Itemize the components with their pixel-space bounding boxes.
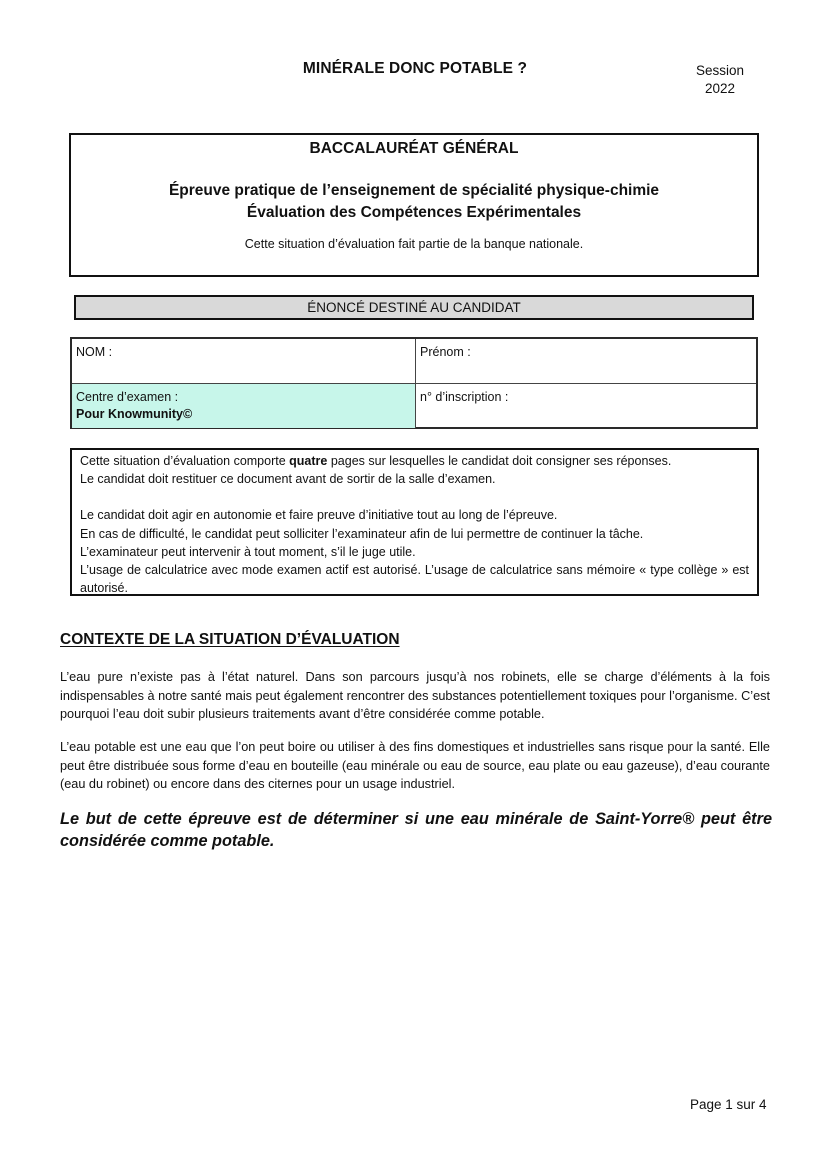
session-year: 2022 xyxy=(704,81,736,96)
inscription-field[interactable] xyxy=(416,384,756,428)
candidate-identity-table xyxy=(70,337,758,429)
exam-subtitle-line2: Évaluation des Compétences Expérimentales xyxy=(246,204,582,221)
instruction-text: Cette situation d’évaluation comporte xyxy=(80,454,290,468)
exam-subtitle-line1: Épreuve pratique de l’enseignement de spécialité physique-chimie xyxy=(168,182,660,199)
instructions-box xyxy=(70,448,759,596)
exam-level: BACCALAURÉAT GÉNÉRAL xyxy=(309,140,519,157)
candidate-banner: ÉNONCÉ DESTINÉ AU CANDIDAT xyxy=(74,295,754,320)
session-info xyxy=(680,62,760,98)
context-paragraph-1: L’eau pure n’existe pas à l’état naturel. Dans son parcours jusqu’à nos robinets, elle se charge d’éléments à la fois indispensables à notre santé mais peut également rencontrer des substances potentiellement toxiques pour l’organisme. C’est pourquoi l’eau doit subir plusieurs traitements avant d’être considérée comme potable. xyxy=(60,670,770,721)
instruction-pages xyxy=(80,452,749,470)
context-paragraph-2: L’eau potable est une eau que l’on peut boire ou utiliser à des fins domestiques et industrielles sans risque pour la santé. Elle peut être distribuée sous forme d’eau en bouteille (eau minérale ou eau de source, eau plate ou eau gazeuse), d’eau courante (eau du robinet) ou encore dans des citernes pour un usage industriel. xyxy=(60,740,770,791)
nom-field[interactable] xyxy=(72,339,416,384)
instruction-difficulte: En cas de difficulté, le candidat peut solliciter l’examinateur afin de lui permettre de continuer la tâche. xyxy=(80,526,644,541)
document-title: MINÉRALE DONC POTABLE ? xyxy=(302,60,528,77)
instruction-calculatrice: L’usage de calculatrice avec mode examen actif est autorisé. L’usage de calculatrice sans mémoire « type collège » est autorisé. xyxy=(80,563,749,596)
instruction-bold-count: quatre xyxy=(289,454,328,468)
context-section-title: CONTEXTE DE LA SITUATION D’ÉVALUATION xyxy=(60,631,400,648)
centre-examen-field xyxy=(72,384,416,428)
exam-header-box xyxy=(69,133,759,277)
exam-subtitle xyxy=(71,180,757,224)
instruction-examinateur: L’examinateur peut intervenir à tout moment, s’il le juge utile. xyxy=(80,544,416,559)
session-label: Session xyxy=(695,63,745,78)
instruction-autonomie: Le candidat doit agir en autonomie et faire preuve d’initiative tout au long de l’épreuve. xyxy=(80,508,558,523)
inscription-label: n° d’inscription : xyxy=(420,390,509,404)
nom-label: NOM : xyxy=(76,345,113,359)
prenom-field[interactable] xyxy=(416,339,756,384)
banque-note: Cette situation d’évaluation fait partie de la banque nationale. xyxy=(244,237,584,251)
page-number: Page 1 sur 4 xyxy=(690,1097,767,1112)
centre-examen-value: Pour Knowmunity© xyxy=(76,407,193,421)
spacer xyxy=(80,488,749,506)
instruction-text: pages sur lesquelles le candidat doit consigner ses réponses. xyxy=(327,454,672,468)
exam-goal-statement: Le but de cette épreuve est de déterminer si une eau minérale de Saint-Yorre® peut être considérée comme potable. xyxy=(60,810,772,850)
centre-examen-label: Centre d’examen : xyxy=(76,390,179,404)
prenom-label: Prénom : xyxy=(420,345,471,359)
instruction-restitution: Le candidat doit restituer ce document avant de sortir de la salle d’examen. xyxy=(80,472,496,487)
